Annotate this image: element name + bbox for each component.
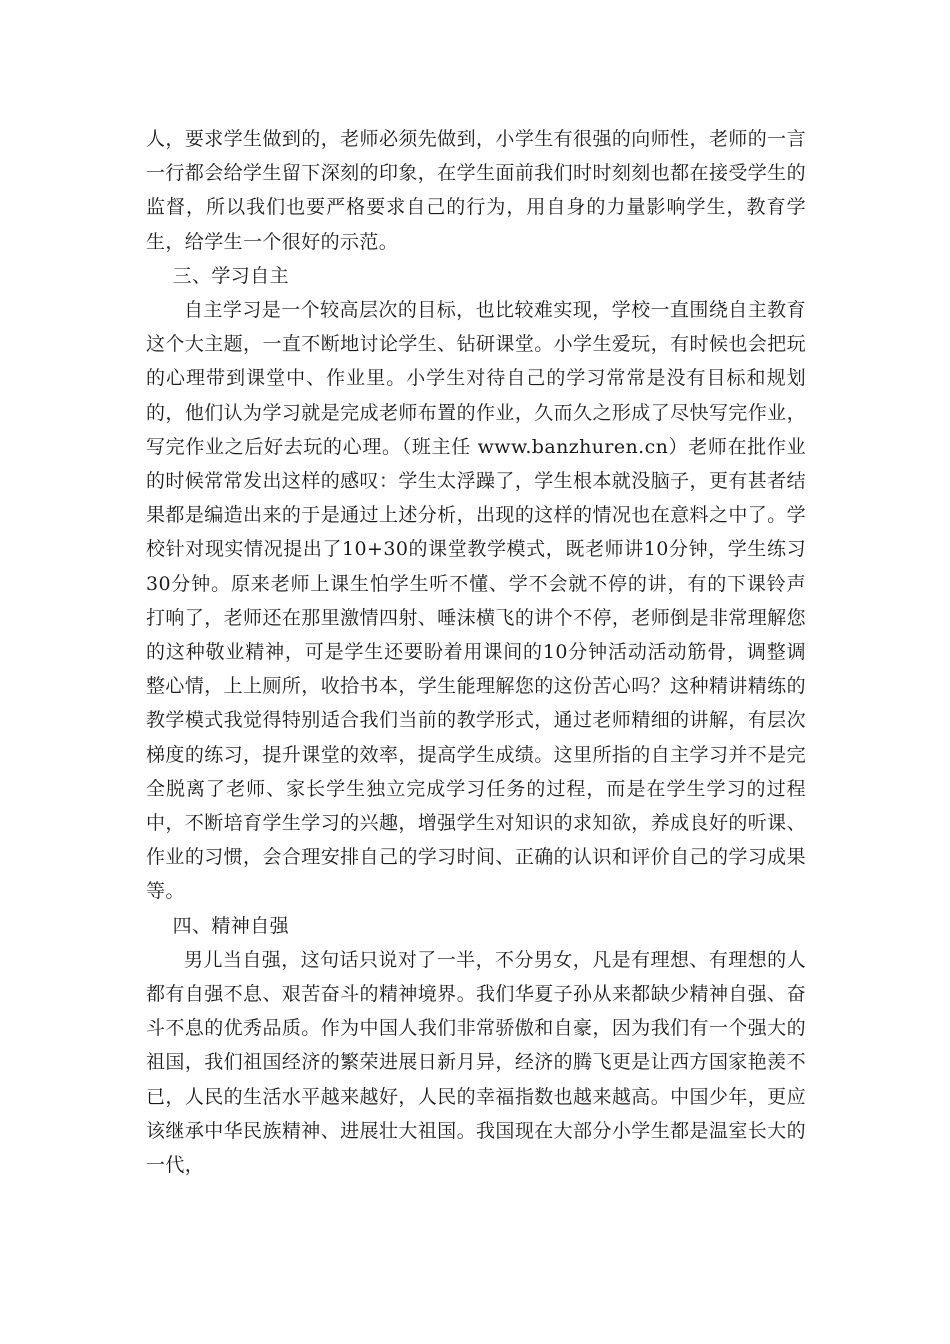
document-page [146,122,806,1182]
section-heading-three: 三、学习自主 [172,264,289,287]
paragraph-self-strength: 男儿当自强，这句话只说对了一半，不分男女，凡是有理想、有理想的人都有自强不息、艰苦奋斗的精神境界。我们华夏子孙从来都缺少精神自强、奋斗不息的优秀品质。作为中国人我们非常骄傲和自豪，因为我们有一个强大的祖国，我们祖国经济的繁荣进展日新月异，经济的腾飞更是让西方国家艳羡不已，人民的生活水平越来越好，人民的幸福指数也越来越高。中国少年，更应该继承中华民族精神、进展壮大祖国。我国现在大部分小学生都是温室长大的一代， [146,948,806,1177]
paragraph-continued: 人，要求学生做到的，老师必须先做到，小学生有很强的向师性，老师的一言一行都会给学生留下深刻的印象，在学生面前我们时时刻刻也都在接受学生的监督，所以我们也要严格要求自己的行为，用自身的力量影响学生，教育学生，给学生一个很好的示范。 [146,128,806,253]
section-heading-four: 四、精神自强 [172,914,289,937]
paragraph-self-learning: 自主学习是一个较高层次的目标，也比较难实现，学校一直围绕自主教育这个大主题，一直不断地讨论学生、钻研课堂。小学生爱玩，有时候也会把玩的心理带到课堂中、作业里。小学生对待自己的学习常常是没有目标和规划的，他们认为学习就是完成老师布置的作业，久而久之形成了尽快写完作业，写完作业之后好去玩的心理。（班主任 www.banzhuren.cn）老师在批作业的时候常常发出这样的感叹：学生太浮躁了，学生根本就没脑子，更有甚者结果都是编造出来的于是通过上述分析，出现的这样的情况也在意料之中了。学校针对现实情况提出了10+30的课堂教学模式，既老师讲10分钟，学生练习30分钟。原来老师上课生怕学生听不懂、学不会就不停的讲，有的下课铃声打响了，老师还在那里激情四射、唾沫横飞的讲个不停，老师倒是非常理解您的这种敬业精神，可是学生还要盼着用课间的10分钟活动活动筋骨，调整调整心情，上上厕所，收拾书本，学生能理解您的这份苦心吗？这种精讲精练的教学模式我觉得特别适合我们当前的教学形式，通过老师精细的讲解，有层次梯度的练习，提升课堂的效率，提高学生成绩。这里所指的自主学习并不是完全脱离了老师、家长学生独立完成学习任务的过程，而是在学生学习的过程中，不断培育学生学习的兴趣，增强学生对知识的求知欲，养成良好的听课、作业的习惯，会合理安排自己的学习时间、正确的认识和评价自己的学习成果等。 [146,299,806,903]
